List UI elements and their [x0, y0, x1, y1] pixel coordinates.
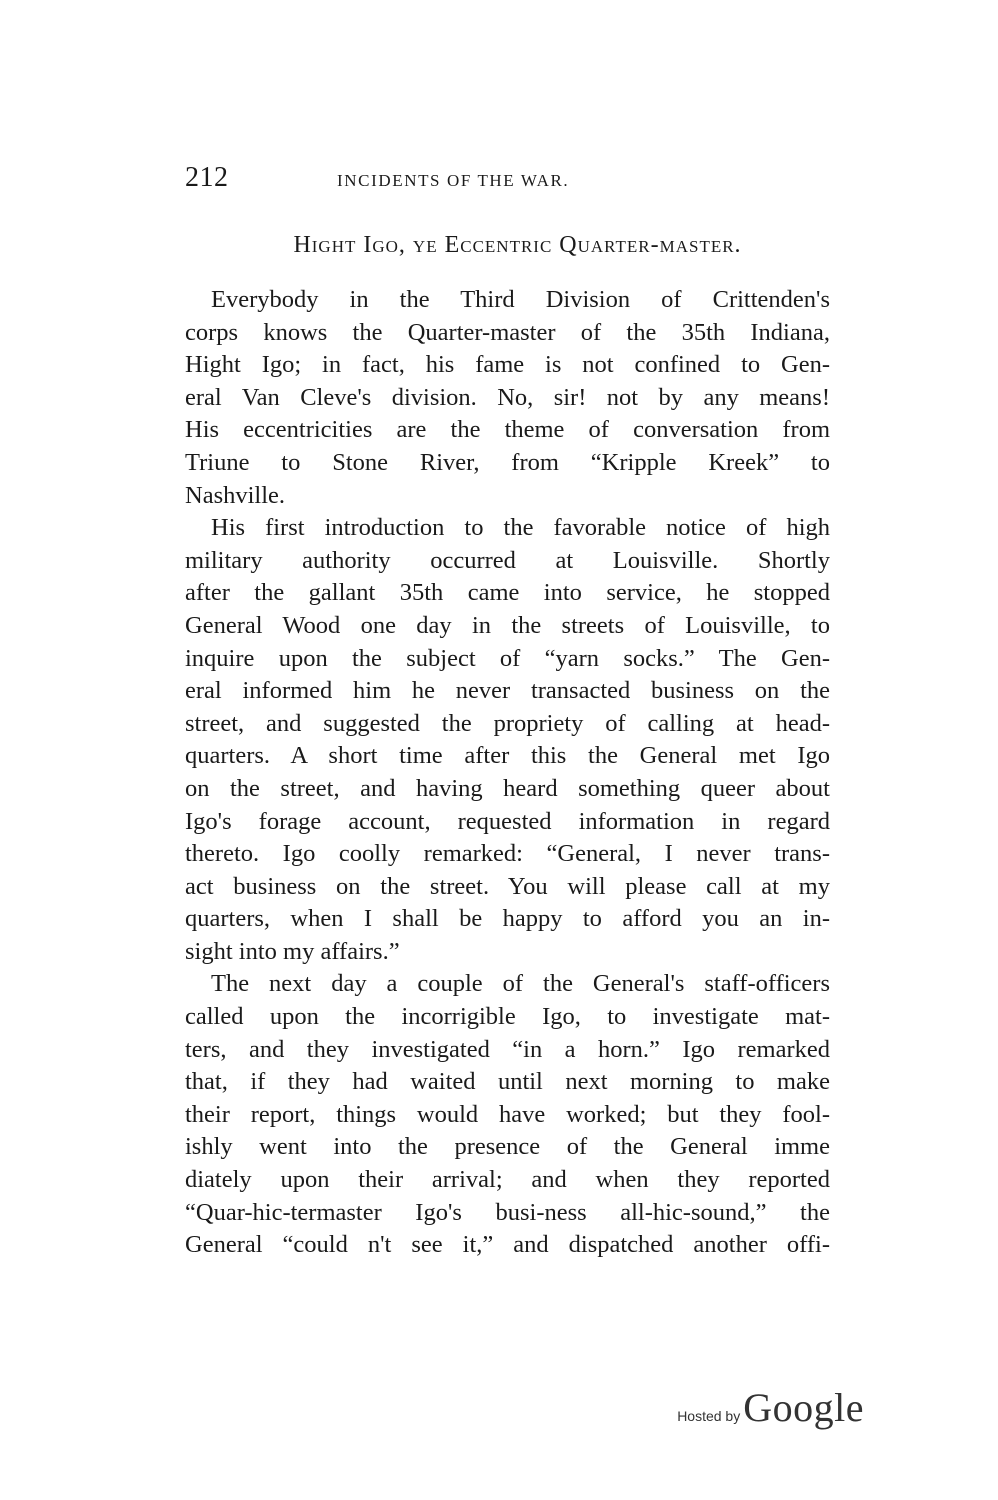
- text-line: His first introduction to the favorable notice of high: [211, 514, 830, 542]
- text-line: called upon the incorrigible Igo, to investigate mat-: [185, 1003, 830, 1031]
- article-body: [185, 284, 830, 1262]
- text-line: Triune to Stone River, from “Kripple Kreek” to: [185, 448, 830, 476]
- text-line: military authority occurred at Louisville. Shortly: [185, 546, 830, 574]
- text-line: their report, things would have worked; but they fool-: [185, 1100, 830, 1128]
- text-line: diately upon their arrival; and when they reported: [185, 1166, 830, 1194]
- hosted-by-watermark: [677, 1384, 864, 1431]
- hosted-by-label: Hosted by: [677, 1408, 741, 1424]
- text-line: General Wood one day in the streets of Louisville, to: [185, 611, 830, 639]
- paragraph: [185, 284, 830, 512]
- text-line: “Quar-hic-termaster Igo's busi-ness all-hic-sound,” the: [185, 1198, 830, 1226]
- text-line: quarters, when I shall be happy to afford you an in-: [185, 905, 830, 933]
- text-line: after the gallant 35th came into service, he stopped: [185, 579, 830, 607]
- running-header: [185, 162, 830, 198]
- article-title: Hight Igo, ye Eccentric Quarter-master.: [293, 232, 742, 258]
- google-logo: Google: [743, 1385, 864, 1430]
- text-line: inquire upon the subject of “yarn socks.” The Gen-: [185, 644, 830, 672]
- paragraph: [185, 968, 830, 1261]
- text-line: General “could n't see it,” and dispatched another offi-: [185, 1231, 830, 1259]
- text-line: act business on the street. You will please call at my: [185, 872, 830, 900]
- text-line: ters, and they investigated “in a horn.” Igo remarked: [185, 1035, 830, 1063]
- text-line: ishly went into the presence of the General imme: [185, 1133, 830, 1161]
- page-number: 212: [185, 162, 229, 193]
- text-line: on the street, and having heard something queer about: [185, 774, 830, 802]
- text-line: Hight Igo; in fact, his fame is not confined to Gen-: [185, 351, 830, 379]
- text-line: Igo's forage account, requested information in regard: [185, 807, 830, 835]
- text-line: Nashville.: [185, 481, 286, 509]
- text-line: The next day a couple of the General's staff-officers: [211, 970, 830, 998]
- text-line: eral informed him he never transacted business on the: [185, 677, 830, 705]
- running-title: INCIDENTS OF THE WAR.: [337, 171, 570, 190]
- text-line: His eccentricities are the theme of conversation from: [185, 416, 830, 444]
- text-line: thereto. Igo coolly remarked: “General, I never trans-: [185, 840, 830, 868]
- text-line: that, if they had waited until next morning to make: [185, 1068, 830, 1096]
- text-line: Everybody in the Third Division of Crittenden's: [211, 286, 830, 313]
- paragraph: [185, 512, 830, 968]
- text-line: corps knows the Quarter-master of the 35th Indiana,: [185, 318, 830, 346]
- text-line: quarters. A short time after this the General met Igo: [185, 742, 830, 770]
- text-line: eral Van Cleve's division. No, sir! not by any means!: [185, 383, 830, 411]
- text-line: sight into my affairs.”: [185, 937, 400, 965]
- text-line: street, and suggested the propriety of calling at head-: [185, 709, 830, 737]
